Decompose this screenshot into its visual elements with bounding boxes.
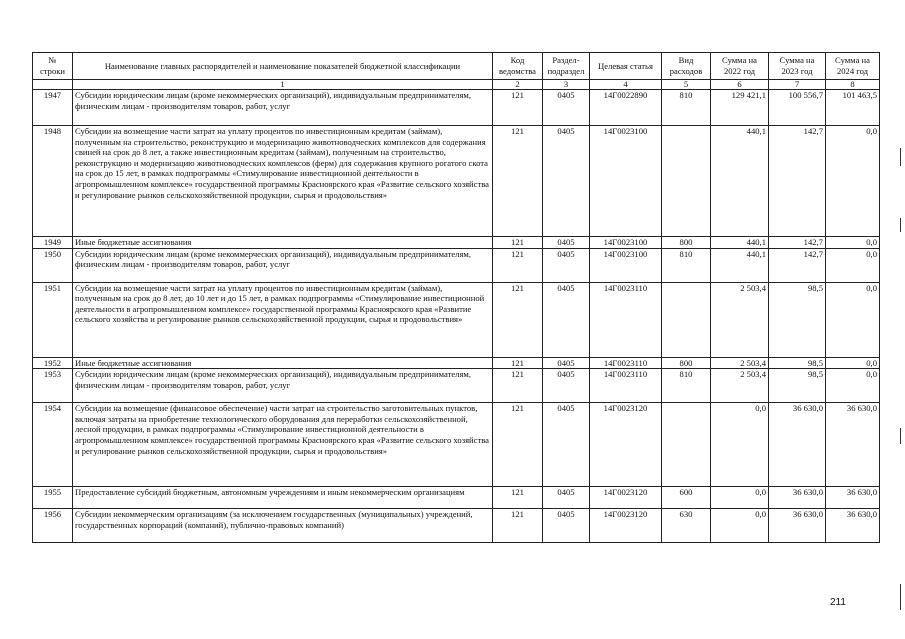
table-row (33, 126, 880, 237)
colnum-7: 7 (769, 80, 826, 90)
colnum-3: 3 (543, 80, 590, 90)
sum-2022: 440,1 (711, 248, 769, 282)
row-name: Субсидии на возмещение части затрат на уплату процентов по инвестиционным кредитам (займам), полученным на срок до 8 лет, до 10 лет и до 15 лет, в рамках подпрограммы «Стимулирование инвестиционной деятельности в агропромышленном комплексе» государственной программы Красноярского края «Развитие сельского хозяйства и регулирование рынков сельскохозяйственной продукции, сырья и продовольствия» (73, 282, 493, 357)
row-number: 1955 (33, 487, 73, 509)
colnum-8: 8 (826, 80, 880, 90)
header-row-number: № строки (33, 53, 73, 80)
sum-2023: 142,7 (769, 126, 826, 237)
sum-2023: 98,5 (769, 282, 826, 357)
section-code: 0405 (543, 403, 590, 487)
colnum-0 (33, 80, 73, 90)
dept-code: 121 (493, 509, 543, 543)
colnum-1: 1 (73, 80, 493, 90)
table-header (33, 53, 880, 90)
target-article: 14Г0023120 (590, 509, 662, 543)
dept-code: 121 (493, 357, 543, 369)
row-name: Субсидии на возмещение (финансовое обеспечение) части затрат на строительство заготовительных пунктов, включая затраты на приобретение технологического оборудования для переработки сельскохозяйственной, лесной продукции, в рамках подпрограммы «Стимулирование инвестиционной деятельности в агропромышленном комплексе» государственной программы Красноярского края «Развитие сельского хозяйства и регулирование рынков сельскохозяйственной продукции, сырья и продовольствия» (73, 403, 493, 487)
section-code: 0405 (543, 90, 590, 126)
row-number: 1947 (33, 90, 73, 126)
sum-2024: 0,0 (826, 357, 880, 369)
section-code: 0405 (543, 369, 590, 403)
dept-code: 121 (493, 403, 543, 487)
header-sum-2024: Сумма на 2024 год (826, 53, 880, 80)
dept-code: 121 (493, 90, 543, 126)
target-article: 14Г0023120 (590, 487, 662, 509)
colnum-4: 4 (590, 80, 662, 90)
header-sum-2023: Сумма на 2023 год (769, 53, 826, 80)
sum-2022: 2 503,4 (711, 282, 769, 357)
expense-type: 630 (662, 509, 711, 543)
header-name: Наименование главных распорядителей и наименование показателей бюджетной классификации (73, 53, 493, 80)
target-article: 14Г0023120 (590, 403, 662, 487)
header-dept-code: Код ведомства (493, 53, 543, 80)
sum-2024: 0,0 (826, 126, 880, 237)
sum-2022: 0,0 (711, 403, 769, 487)
table-row (33, 90, 880, 126)
sum-2024: 101 463,5 (826, 90, 880, 126)
row-name: Иные бюджетные ассигнования (73, 357, 493, 369)
target-article: 14Г0023100 (590, 237, 662, 249)
row-name: Субсидии юридическим лицам (кроме некоммерческих организаций), индивидуальным предпринимателям, физическим лицам - производителям товаров, работ, услуг (73, 90, 493, 126)
section-code: 0405 (543, 357, 590, 369)
dept-code: 121 (493, 487, 543, 509)
sum-2022: 440,1 (711, 237, 769, 249)
row-number: 1952 (33, 357, 73, 369)
dept-code: 121 (493, 248, 543, 282)
row-number: 1956 (33, 509, 73, 543)
row-name: Субсидии на возмещение части затрат на уплату процентов по инвестиционным кредитам (займам), полученным на строительство, реконструкцию и модернизацию животноводческих комплексов для содержания свиней на срок до 8 лет, а также инвестиционным кредитам (займам), полученным на строительство, реконструкцию и модернизацию животноводческих комплексов (ферм) для содержания крупного рогатого скота на срок до 15 лет, в рамках подпрограммы «Стимулирование инвестиционной деятельности в агропромышленном комплексе» государственной программы Красноярского края «Развитие сельского хозяйства и регулирование рынков сельскохозяйственной продукции, сырья и продовольствия» (73, 126, 493, 237)
table-row (33, 248, 880, 282)
header-section: Раздел-подраздел (543, 53, 590, 80)
section-code: 0405 (543, 487, 590, 509)
row-name: Предоставление субсидий бюджетным, автономным учреждениям и иным некоммерческим организациям (73, 487, 493, 509)
scan-edge-mark (900, 218, 901, 232)
expense-type: 810 (662, 90, 711, 126)
sum-2024: 0,0 (826, 369, 880, 403)
expense-type: 800 (662, 357, 711, 369)
section-code: 0405 (543, 126, 590, 237)
sum-2024: 0,0 (826, 282, 880, 357)
table-body (33, 90, 880, 543)
sum-2024: 36 630,0 (826, 509, 880, 543)
row-name: Иные бюджетные ассигнования (73, 237, 493, 249)
row-number: 1948 (33, 126, 73, 237)
sum-2023: 36 630,0 (769, 487, 826, 509)
scan-edge-mark (900, 428, 901, 444)
table-row (33, 237, 880, 249)
budget-table (32, 52, 880, 543)
sum-2023: 36 630,0 (769, 509, 826, 543)
dept-code: 121 (493, 237, 543, 249)
dept-code: 121 (493, 369, 543, 403)
sum-2022: 0,0 (711, 487, 769, 509)
sum-2023: 100 556,7 (769, 90, 826, 126)
sum-2022: 2 503,4 (711, 357, 769, 369)
scan-edge-mark (900, 584, 901, 610)
row-number: 1949 (33, 237, 73, 249)
sum-2023: 142,7 (769, 237, 826, 249)
table-row (33, 509, 880, 543)
sum-2024: 36 630,0 (826, 403, 880, 487)
target-article: 14Г0023100 (590, 248, 662, 282)
table-row (33, 369, 880, 403)
sum-2023: 142,7 (769, 248, 826, 282)
dept-code: 121 (493, 282, 543, 357)
colnum-5: 5 (662, 80, 711, 90)
sum-2024: 36 630,0 (826, 487, 880, 509)
row-number: 1950 (33, 248, 73, 282)
expense-type: 810 (662, 369, 711, 403)
section-code: 0405 (543, 509, 590, 543)
table-row (33, 403, 880, 487)
row-number: 1954 (33, 403, 73, 487)
section-code: 0405 (543, 237, 590, 249)
scan-edge-mark (900, 148, 901, 166)
sum-2023: 98,5 (769, 357, 826, 369)
sum-2022: 440,1 (711, 126, 769, 237)
section-code: 0405 (543, 248, 590, 282)
target-article: 14Г0022890 (590, 90, 662, 126)
colnum-2: 2 (493, 80, 543, 90)
header-sum-2022: Сумма на 2022 год (711, 53, 769, 80)
row-number: 1953 (33, 369, 73, 403)
table-row (33, 357, 880, 369)
target-article: 14Г0023110 (590, 357, 662, 369)
row-number: 1951 (33, 282, 73, 357)
sum-2023: 98,5 (769, 369, 826, 403)
header-target-article: Целевая статья (590, 53, 662, 80)
sum-2022: 2 503,4 (711, 369, 769, 403)
expense-type: 600 (662, 487, 711, 509)
sum-2022: 129 421,1 (711, 90, 769, 126)
table-row (33, 282, 880, 357)
expense-type (662, 403, 711, 487)
sum-2024: 0,0 (826, 237, 880, 249)
page-number: 211 (830, 597, 846, 608)
target-article: 14Г0023100 (590, 126, 662, 237)
row-name: Субсидии некоммерческим организациям (за исключением государственных (муниципальных) учреждений, государственных корпораций (компаний), публично-правовых компаний) (73, 509, 493, 543)
target-article: 14Г0023110 (590, 282, 662, 357)
header-expense-type: Вид расходов (662, 53, 711, 80)
expense-type (662, 282, 711, 357)
expense-type: 800 (662, 237, 711, 249)
expense-type (662, 126, 711, 237)
section-code: 0405 (543, 282, 590, 357)
dept-code: 121 (493, 126, 543, 237)
target-article: 14Г0023110 (590, 369, 662, 403)
colnum-6: 6 (711, 80, 769, 90)
sum-2023: 36 630,0 (769, 403, 826, 487)
table-row (33, 487, 880, 509)
sum-2024: 0,0 (826, 248, 880, 282)
sum-2022: 0,0 (711, 509, 769, 543)
row-name: Субсидии юридическим лицам (кроме некоммерческих организаций), индивидуальным предпринимателям, физическим лицам - производителям товаров, работ, услуг (73, 369, 493, 403)
row-name: Субсидии юридическим лицам (кроме некоммерческих организаций), индивидуальным предпринимателям, физическим лицам - производителям товаров, работ, услуг (73, 248, 493, 282)
expense-type: 810 (662, 248, 711, 282)
